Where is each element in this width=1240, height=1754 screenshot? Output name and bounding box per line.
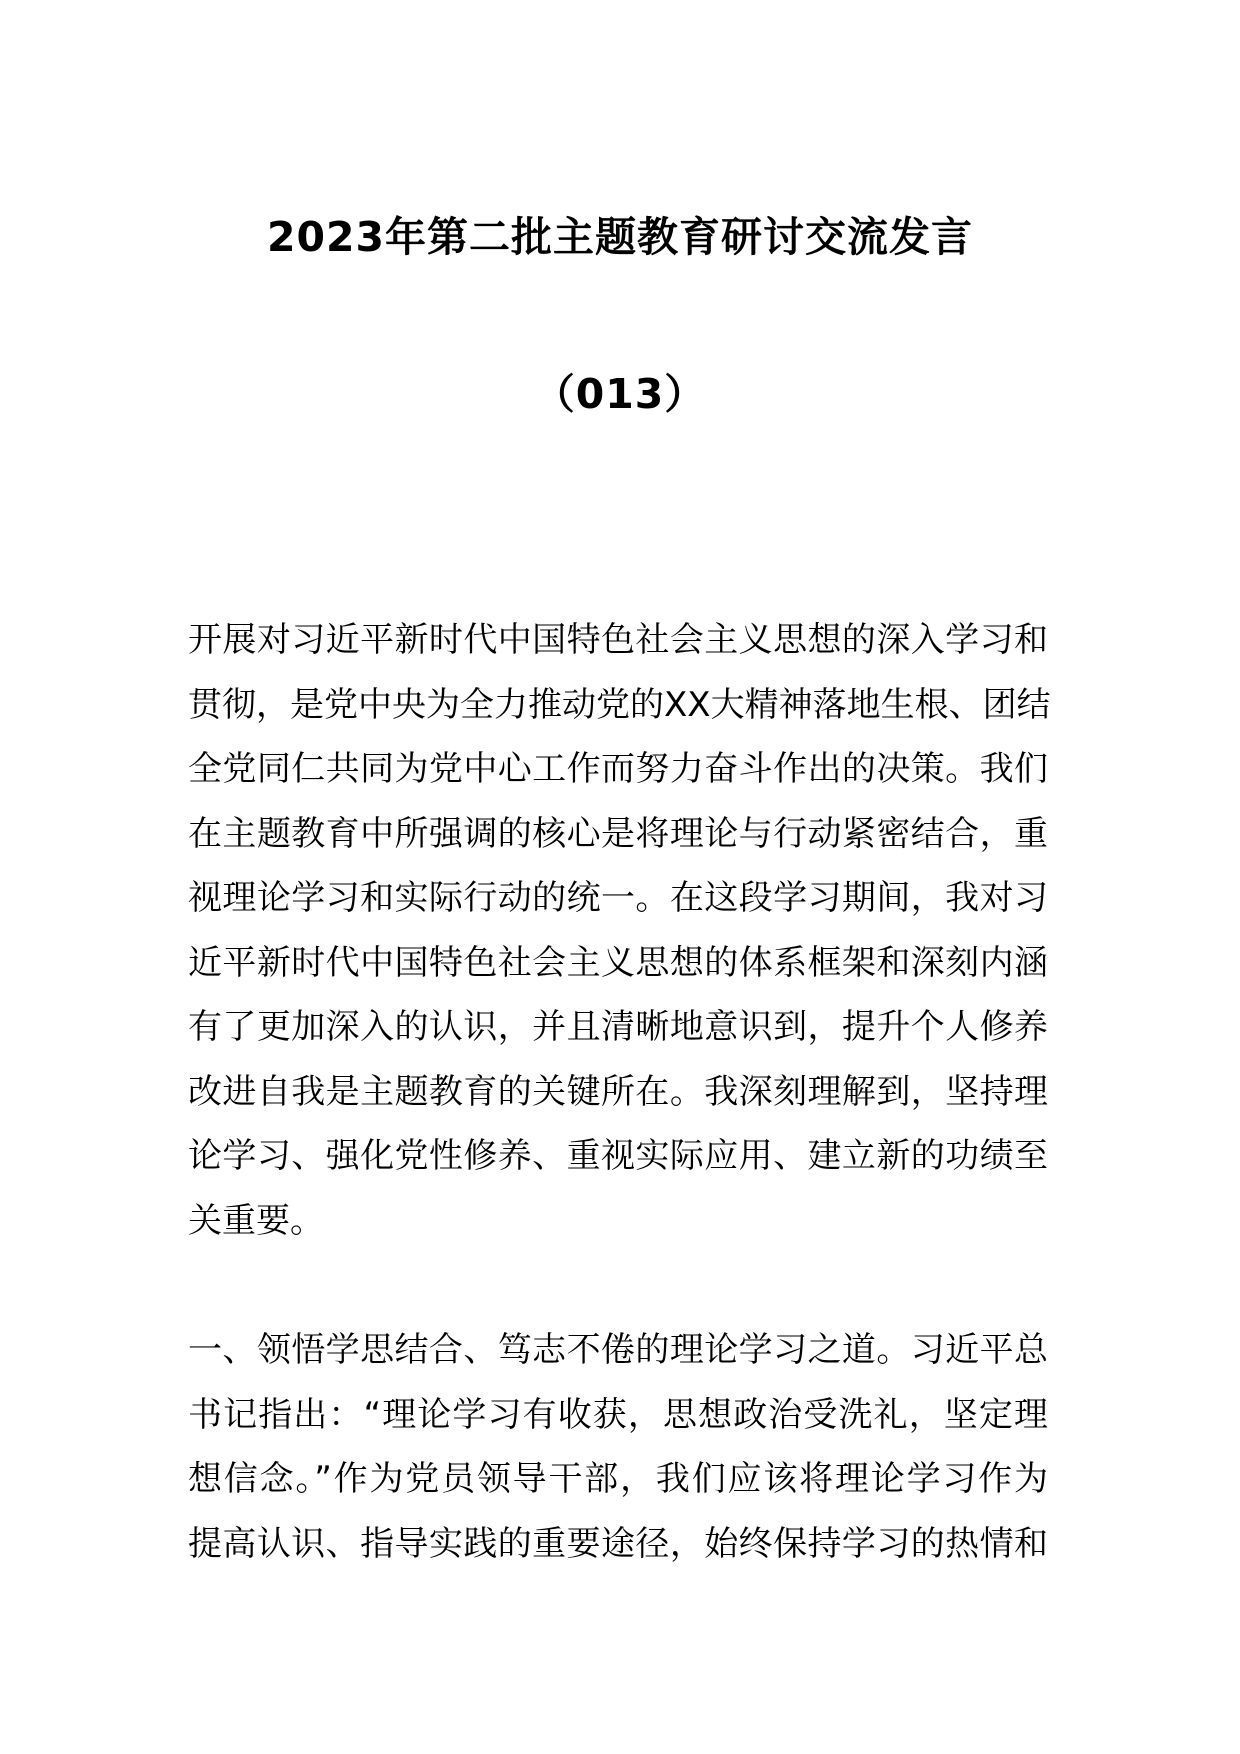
paragraph-line: 书记指出：“理论学习有收获，思想政治受洗礼，坚定理 <box>188 1394 1048 1435</box>
paragraph-line: 改进自我是主题教育的关键所在。我深刻理解到，坚持理 <box>188 1071 1048 1112</box>
paragraph-line: 全党同仁共同为党中心工作而努力奋斗作出的决策。我们 <box>188 749 1048 789</box>
document-subtitle: （013） <box>533 370 707 418</box>
paragraph-section-one <box>188 1318 1048 1576</box>
paragraph-line: 贯彻，是党中央为全力推动党的XX大精神落地生根、团结 <box>188 684 1051 725</box>
paragraph-line: 一、领悟学思结合、笃志不倦的理论学习之道。习近平总 <box>188 1330 1048 1370</box>
paragraph-line: 近平新时代中国特色社会主义思想的体系框架和深刻内涵 <box>188 942 1048 983</box>
paragraph-line: 想信念。”作为党员领导干部，我们应该将理论学习作为 <box>188 1459 1048 1499</box>
paragraph-line: 提高认识、指导实践的重要途径，始终保持学习的热情和 <box>188 1523 1048 1564</box>
paragraph-line: 有了更加深入的认识，并且清晰地意识到，提升个人修养 <box>188 1007 1048 1047</box>
paragraph-line: 视理论学习和实际行动的统一。在这段学习期间，我对习 <box>188 878 1048 918</box>
paragraph-line: 论学习、强化党性修养、重视实际应用、建立新的功绩至 <box>188 1136 1048 1176</box>
paragraph-intro <box>188 608 1051 1253</box>
paragraph-line: 关重要。 <box>188 1200 324 1241</box>
paragraph-line: 在主题教育中所强调的核心是将理论与行动紧密结合，重 <box>188 813 1048 854</box>
document-title: 2023年第二批主题教育研讨交流发言 <box>266 213 974 261</box>
paragraph-line: 开展对习近平新时代中国特色社会主义思想的深入学习和 <box>188 620 1048 660</box>
